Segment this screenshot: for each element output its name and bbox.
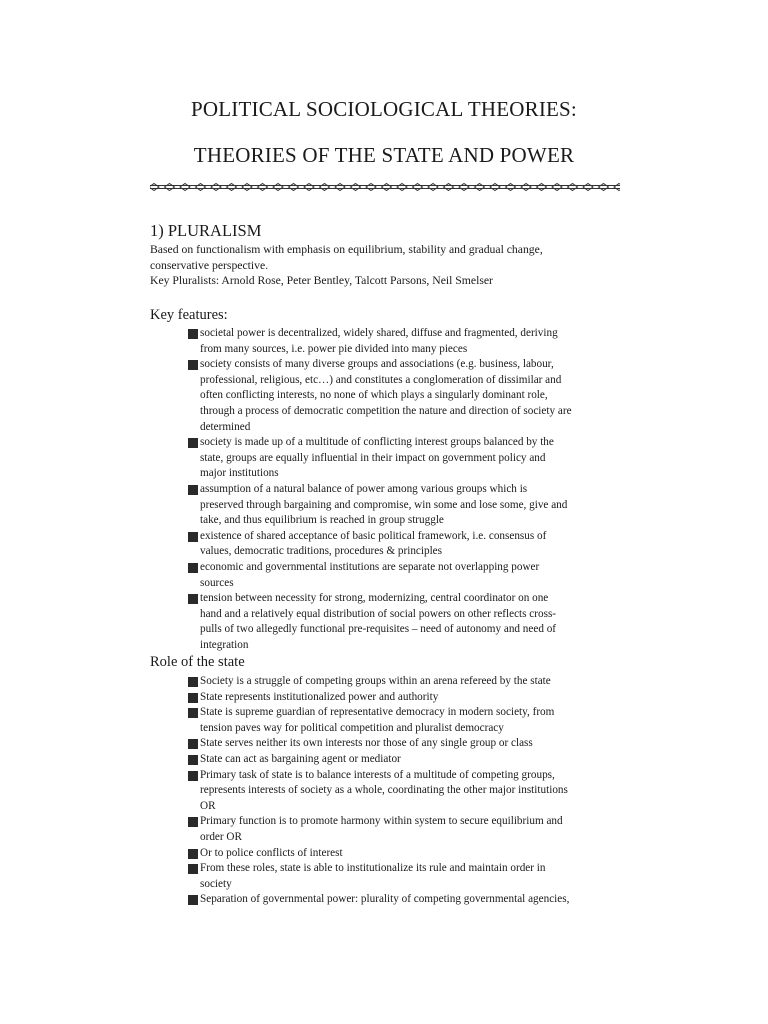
list-item bbox=[188, 705, 620, 736]
list-item-line: take, and thus equilibrium is reached in group struggle bbox=[200, 514, 444, 527]
pluralism-intro bbox=[150, 242, 620, 289]
square-bullet-icon bbox=[188, 329, 198, 339]
ornament-diamond bbox=[335, 184, 345, 191]
list-item-line: through a process of democratic competition the nature and direction of society are bbox=[200, 404, 572, 417]
square-bullet-icon bbox=[188, 594, 198, 604]
ornament-diamond bbox=[289, 184, 299, 191]
list-item bbox=[188, 892, 620, 908]
section-heading-pluralism: 1) PLURALISM bbox=[150, 221, 262, 240]
ornament-diamond bbox=[459, 184, 469, 191]
list-item-line: society bbox=[200, 877, 232, 890]
document-title-line2: THEORIES OF THE STATE AND POWER bbox=[193, 143, 575, 167]
list-item bbox=[188, 768, 620, 815]
list-item-line: pulls of two allegedly functional pre-requisites – need of autonomy and need of bbox=[200, 623, 557, 636]
square-bullet-icon bbox=[188, 360, 198, 370]
ornament-diamond bbox=[490, 184, 500, 191]
list-item bbox=[188, 357, 620, 435]
list-item-line: societal power is decentralized, widely shared, diffuse and fragmented, deriving bbox=[200, 327, 558, 339]
list-item-line: economic and governmental institutions are separate not overlapping power bbox=[200, 560, 540, 573]
list-item bbox=[188, 674, 620, 690]
list-item-line: Separation of governmental power: plurality of competing governmental agencies, bbox=[200, 893, 570, 906]
ornament-diamond bbox=[428, 184, 438, 191]
ornament-diamond bbox=[568, 184, 578, 191]
list-item-line: Or to police conflicts of interest bbox=[200, 846, 343, 859]
ornament-diamond bbox=[397, 184, 407, 191]
list-item bbox=[188, 861, 620, 892]
square-bullet-icon bbox=[188, 755, 198, 765]
ornament-diamond bbox=[150, 184, 159, 191]
list-item-line: State represents institutionalized power and authority bbox=[200, 690, 439, 703]
list-item bbox=[188, 814, 620, 845]
role-of-state-heading: Role of the state bbox=[150, 654, 245, 670]
square-bullet-icon bbox=[188, 485, 198, 495]
list-item-line: preserved through bargaining and compromise, win some and lose some, give and bbox=[200, 498, 568, 511]
list-item-line: tension between necessity for strong, modernizing, central coordinator on one bbox=[200, 592, 549, 605]
list-item-line: State can act as bargaining agent or mediator bbox=[200, 752, 401, 765]
square-bullet-icon bbox=[188, 771, 198, 781]
ornament-diamond bbox=[242, 184, 252, 191]
list-item bbox=[188, 560, 620, 591]
list-item-line: values, democratic traditions, procedures & principles bbox=[200, 545, 443, 558]
intro-line: conservative perspective. bbox=[150, 258, 269, 272]
ornament-diamond bbox=[304, 184, 314, 191]
list-item-line: from many sources, i.e. power pie divided into many pieces bbox=[200, 342, 468, 355]
square-bullet-icon bbox=[188, 693, 198, 703]
ornament-diamond bbox=[165, 184, 175, 191]
ornament-diamond bbox=[273, 184, 283, 191]
list-item-line: professional, religious, etc…) and constitutes a conglomeration of dissimilar and bbox=[200, 373, 562, 386]
ornament-diamond bbox=[180, 184, 190, 191]
list-item bbox=[188, 326, 620, 357]
ornament-diamond bbox=[382, 184, 392, 191]
role-of-state-list bbox=[188, 674, 620, 908]
ornament-diamond bbox=[599, 184, 609, 191]
list-item bbox=[188, 752, 620, 768]
list-item-line: often conflicting interests, no none of which plays a singularly dominant role, bbox=[200, 389, 548, 402]
key-features-heading: Key features: bbox=[150, 307, 228, 323]
list-item-line: determined bbox=[200, 420, 251, 433]
list-item bbox=[188, 846, 620, 862]
list-item-line: society is made up of a multitude of conflicting interest groups balanced by the bbox=[200, 436, 554, 449]
ornament-diamond bbox=[537, 184, 547, 191]
key-pluralists: Key Pluralists: Arnold Rose, Peter Bentley, Talcott Parsons, Neil Smelser bbox=[150, 274, 493, 287]
list-item bbox=[188, 435, 620, 482]
square-bullet-icon bbox=[188, 739, 198, 749]
square-bullet-icon bbox=[188, 532, 198, 542]
list-item-line: Primary task of state is to balance interests of a multitude of competing groups, bbox=[200, 768, 555, 781]
list-item-line: State serves neither its own interests nor those of any single group or class bbox=[200, 737, 533, 750]
ornament-diamond bbox=[583, 184, 593, 191]
ornament-diamond bbox=[521, 184, 531, 191]
square-bullet-icon bbox=[188, 849, 198, 859]
ornament-diamond bbox=[351, 184, 361, 191]
key-features-list bbox=[188, 326, 620, 653]
ornament-diamond bbox=[196, 184, 206, 191]
list-item bbox=[188, 482, 620, 529]
list-item-line: From these roles, state is able to institutionalize its rule and maintain order in bbox=[200, 862, 546, 875]
ornament-diamond bbox=[475, 184, 485, 191]
square-bullet-icon bbox=[188, 817, 198, 827]
document-title-line1: POLITICAL SOCIOLOGICAL THEORIES: bbox=[191, 97, 577, 121]
list-item-line: state, groups are equally influential in their impact on government policy and bbox=[200, 451, 546, 464]
square-bullet-icon bbox=[188, 708, 198, 718]
square-bullet-icon bbox=[188, 438, 198, 448]
list-item-line: State is supreme guardian of representative democracy in modern society, from bbox=[200, 706, 555, 719]
ornamental-divider bbox=[150, 181, 620, 193]
ornament-diamond bbox=[227, 184, 237, 191]
list-item-line: order OR bbox=[200, 830, 242, 843]
ornament-diamond bbox=[211, 184, 221, 191]
list-item-line: tension paves way for political competition and pluralist democracy bbox=[200, 721, 504, 734]
list-item-line: major institutions bbox=[200, 467, 279, 480]
list-item-line: integration bbox=[200, 638, 249, 651]
list-item bbox=[188, 690, 620, 706]
intro-line: Based on functionalism with emphasis on equilibrium, stability and gradual change, bbox=[150, 243, 543, 256]
square-bullet-icon bbox=[188, 563, 198, 573]
ornament-diamond bbox=[413, 184, 423, 191]
square-bullet-icon bbox=[188, 895, 198, 905]
list-item-line: hand and a relatively equal distribution of social powers on other reflects cross- bbox=[200, 607, 557, 620]
list-item-line: existence of shared acceptance of basic political framework, i.e. consensus of bbox=[200, 529, 547, 542]
square-bullet-icon bbox=[188, 677, 198, 687]
ornament-diamond bbox=[552, 184, 562, 191]
ornament-diamond bbox=[366, 184, 376, 191]
ornament-diamond bbox=[614, 184, 620, 191]
list-item-line: OR bbox=[200, 799, 216, 812]
square-bullet-icon bbox=[188, 864, 198, 874]
list-item-line: represents interests of society as a whole, coordinating the other major institutions bbox=[200, 784, 568, 797]
ornament-diamond bbox=[258, 184, 268, 191]
ornament-diamond bbox=[320, 184, 330, 191]
ornament-diamond bbox=[506, 184, 516, 191]
list-item bbox=[188, 529, 620, 560]
list-item-line: Primary function is to promote harmony within system to secure equilibrium and bbox=[200, 815, 563, 828]
ornament-diamond bbox=[444, 184, 454, 191]
list-item-line: sources bbox=[200, 576, 234, 589]
list-item-line: Society is a struggle of competing groups within an arena refereed by the state bbox=[200, 675, 551, 687]
list-item-line: assumption of a natural balance of power among various groups which is bbox=[200, 482, 528, 495]
list-item bbox=[188, 736, 620, 752]
list-item bbox=[188, 591, 620, 653]
list-item-line: society consists of many diverse groups and associations (e.g. business, labour, bbox=[200, 358, 554, 371]
